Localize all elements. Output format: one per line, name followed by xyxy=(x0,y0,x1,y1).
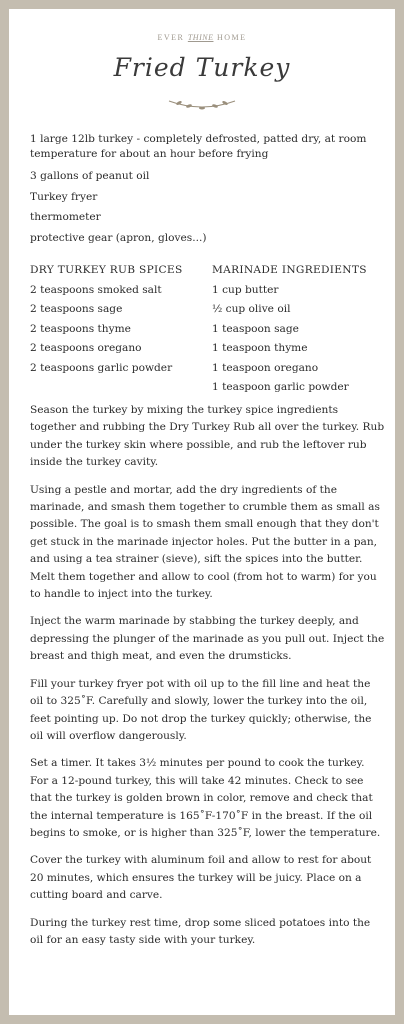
ingredients-list xyxy=(30,130,385,249)
recipe-card xyxy=(9,9,395,1015)
marinade-item: ½ cup olive oil xyxy=(212,303,291,315)
ingredient-item: 1 large 12lb turkey - completely defrosted, patted dry, at room temperature for about an hour before frying xyxy=(30,133,367,160)
vine-ornament-icon xyxy=(167,97,237,113)
rub-spices-list xyxy=(30,261,220,378)
brand-right: HOME xyxy=(216,33,247,42)
brand-mid: THINE xyxy=(187,33,214,42)
ingredient-item: 3 gallons of peanut oil xyxy=(30,170,150,182)
marinade-item: 1 teaspoon oregano xyxy=(212,361,319,374)
instruction-step: Using a pestle and mortar, add the dry ingredients of the marinade, and smash them together to crumble them as small as possible. The goal is to smash them small enough that they don't get stuck in the marinade injector holes. Put the butter in a pan, and using a tea strainer (sieve), sift the spices into the butter. Melt them together and allow to cool (from hot to warm) for you to handle to inject into the turkey. xyxy=(30,483,380,601)
instruction-step: Inject the warm marinade by stabbing the turkey deeply, and depressing the plunger of the marinade as you pull out. Inject the breast and thigh meat, and even the drumsticks. xyxy=(30,615,385,663)
brand-logo xyxy=(9,33,395,42)
rub-item: 2 teaspoons sage xyxy=(30,303,123,315)
instruction-step: During the turkey rest time, drop some sliced potatoes into the oil for an easy tasty side with your turkey. xyxy=(30,916,371,946)
ingredient-item: thermometer xyxy=(30,211,101,223)
marinade-item: 1 cup butter xyxy=(212,283,279,296)
rub-heading: DRY TURKEY RUB SPICES xyxy=(30,264,183,276)
rub-item: 2 teaspoons oregano xyxy=(30,342,142,354)
rub-item: 2 teaspoons smoked salt xyxy=(30,283,162,296)
marinade-ingredients-list xyxy=(212,261,387,398)
instruction-step: Fill your turkey fryer pot with oil up to the fill line and heat the oil to 325˚F. Carefully and slowly, lower the turkey into the oil, feet pointing up. Do not drop the turkey quickly; otherwise, the oil will overflow dangerously. xyxy=(30,677,372,742)
brand-left: EVER xyxy=(157,33,185,42)
instruction-step: Set a timer. It takes 3½ minutes per pound to cook the turkey. For a 12-pound turkey, this will take 42 minutes. Check to see that the turkey is golden brown in color, remove and check that the internal temperature is 165˚F-170˚F in the breast. If the oil begins to smoke, or is higher than 325˚F, lower the temperature. xyxy=(30,757,381,839)
marinade-heading: MARINADE INGREDIENTS xyxy=(212,264,367,276)
rub-item: 2 teaspoons thyme xyxy=(30,322,131,335)
instruction-step: Season the turkey by mixing the turkey spice ingredients together and rubbing the Dry Turkey Rub all over the turkey. Rub under the turkey skin where possible, and rub the leftover rub inside the turkey cavity. xyxy=(30,404,385,469)
marinade-item: 1 teaspoon thyme xyxy=(212,342,308,354)
recipe-title: Fried Turkey xyxy=(113,53,291,82)
rub-item: 2 teaspoons garlic powder xyxy=(30,361,173,374)
marinade-item: 1 teaspoon sage xyxy=(212,322,299,335)
instructions xyxy=(30,402,386,959)
marinade-item: 1 teaspoon garlic powder xyxy=(212,381,349,393)
ingredient-item: protective gear (apron, gloves...) xyxy=(30,231,207,244)
instruction-step: Cover the turkey with aluminum foil and allow to rest for about 20 minutes, which ensures the turkey will be juicy. Place on a cutting board and carve. xyxy=(30,854,372,902)
ingredient-item: Turkey fryer xyxy=(30,190,98,203)
